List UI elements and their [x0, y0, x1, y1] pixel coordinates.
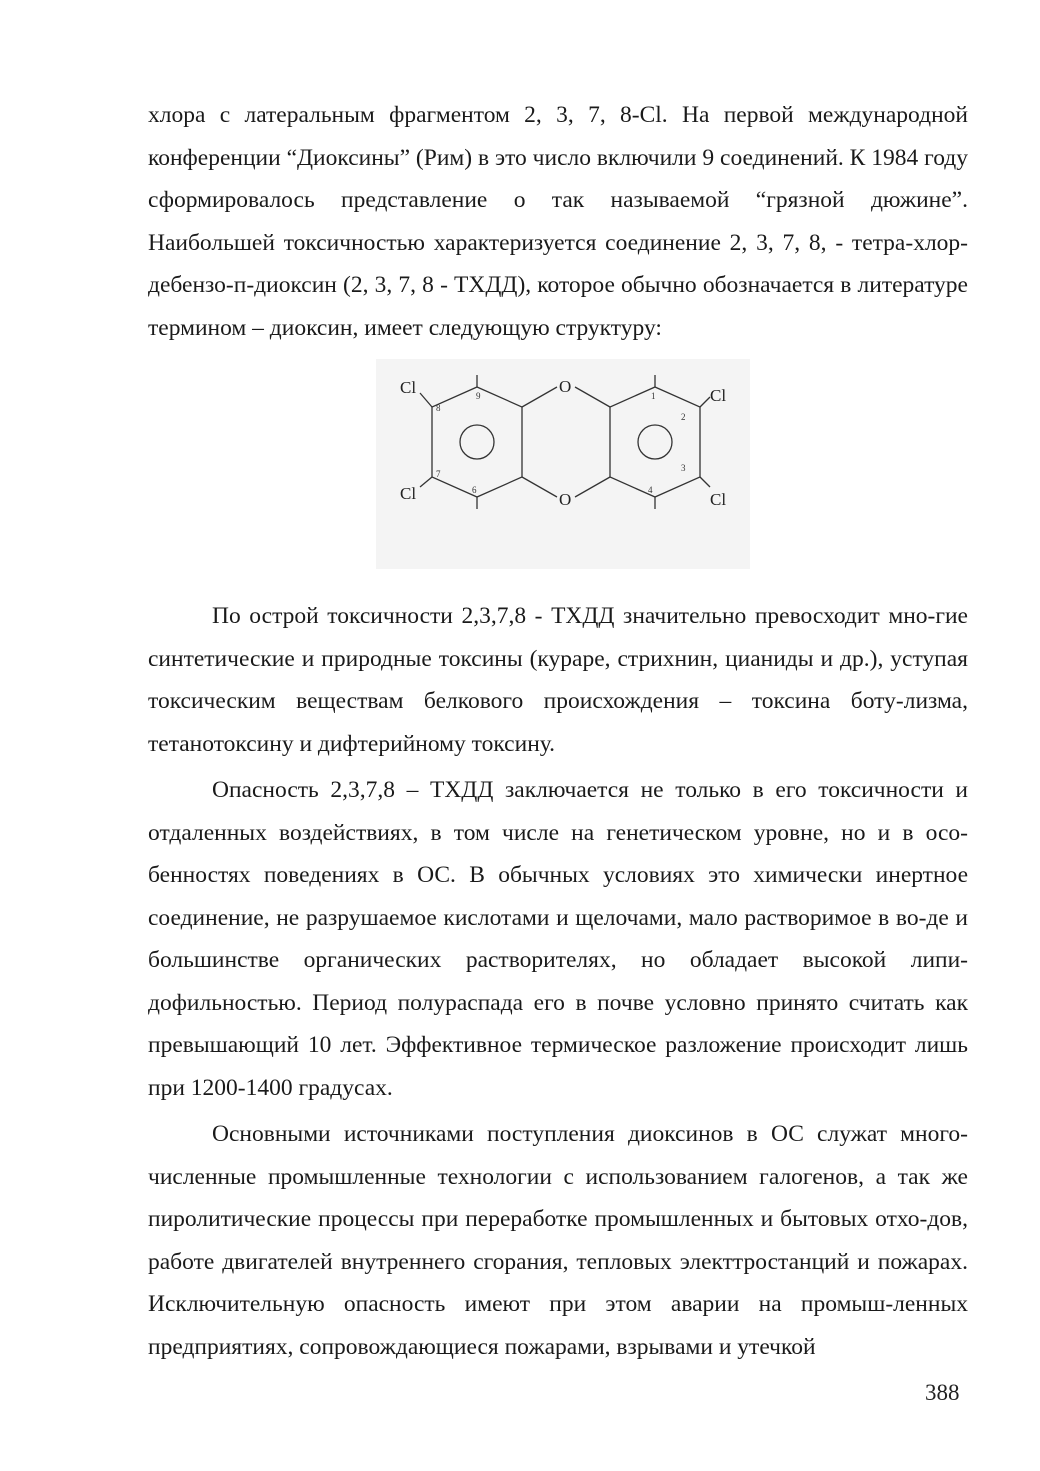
bond-cl-bottom-right [700, 477, 710, 487]
atom-cl-bottom-right: Cl [710, 490, 727, 509]
bond-o-top-right [575, 387, 610, 407]
figure-container [148, 359, 968, 595]
position-1: 1 [651, 391, 656, 401]
right-aromatic-circle [638, 425, 672, 459]
bond-cl-top-right [700, 397, 710, 407]
dioxin-structure-figure [376, 359, 750, 569]
atom-cl-top-right: Cl [710, 386, 727, 405]
dioxin-structure-diagram [376, 359, 750, 569]
paragraph-3: Опасность 2,3,7,8 – ТХДД заключается не только в его токсичности и отдаленных воздействиях, в том числе на генетическом уровне, но и в осо-бенностях поведениях в ОС. В обычных условиях это химически инертное соединение, не разрушаемое кислотами и щелочами, мало растворимое в во-де и большинстве органических растворителях, но обладает высокой липи-дофильностью. Период полураспада его в почве условно принято считать как превышающий 10 лет. Эффективное термическое разложение происходит лишь при 1200-1400 градусах. [148, 777, 968, 1101]
paragraph-4: Основными источниками поступления диоксинов в ОС служат много-численные промышленные технологии с использованием галогенов, а так же пиролитические процессы при переработке промышленных и бытовых отхо-дов, работе двигателей внутреннего сгорания, тепловых электтростанций и пожарах. Исключительную опасность имеют при этом аварии на промыш-ленных предприятиях, сопровождающиеся пожарами, взрывами и утечкой [148, 1121, 968, 1360]
right-benzene-ring [610, 387, 700, 497]
left-aromatic-circle [460, 425, 494, 459]
atom-o-top: O [559, 377, 572, 396]
paragraph-1: хлора с латеральным фрагментом 2, 3, 7, 8-Cl. На первой международной конференции “Диоксины” (Рим) в это число включили 9 соединений. К 1984 году сформировалось представление о так называемой “грязной дюжине”. Наибольшей токсичностью характеризуется соединение 2, 3, 7, 8, - тетра-хлор-дебензо-п-диоксин (2, 3, 7, 8 - ТХДД), которое обычно обозначается в литературе термином – диоксин, имеет следующую структуру: [148, 102, 968, 341]
position-4: 4 [648, 485, 653, 495]
bond-cl-bottom-left [420, 477, 432, 487]
document-page [148, 94, 968, 1368]
bond-cl-top-left [420, 393, 432, 407]
bond-o-bottom-right [575, 477, 610, 497]
paragraph-2: По острой токсичности 2,3,7,8 - ТХДД значительно превосходит мно-гие синтетические и природные токсины (кураре, стрихнин, цианиды и др.), уступая токсическим веществам белкового происхождения – токсина боту-лизма, тетанотоксину и дифтерийному токсину. [148, 603, 968, 757]
position-2: 2 [681, 412, 686, 422]
position-9: 9 [476, 391, 481, 401]
position-8: 8 [436, 403, 441, 413]
position-6: 6 [472, 485, 477, 495]
bond-o-top-left [522, 387, 557, 407]
atom-cl-bottom-left: Cl [400, 484, 417, 503]
bond-o-bottom-left [522, 477, 557, 497]
page-number: 388 [925, 1380, 960, 1405]
atom-cl-top-left: Cl [400, 378, 417, 397]
position-7: 7 [436, 469, 441, 479]
left-benzene-ring [432, 387, 522, 497]
position-3: 3 [681, 463, 686, 473]
atom-o-bottom: O [559, 490, 572, 509]
